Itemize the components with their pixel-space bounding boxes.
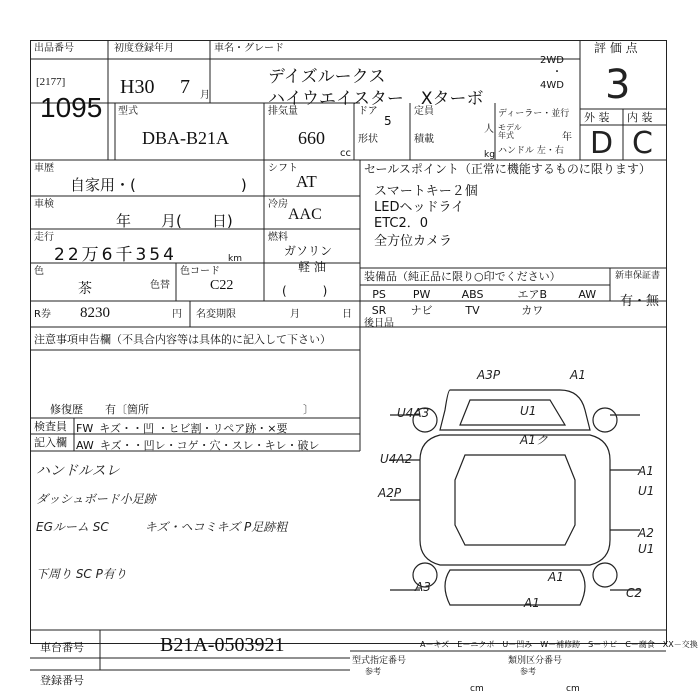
equipment-leather: カワ (521, 304, 544, 317)
damage-mark: A2P (378, 486, 402, 500)
inspector-row1-item: ・ヒビ割 (157, 422, 202, 435)
inspector-row2-item: ・キレ (253, 439, 287, 452)
equipment-label: 装備品（純正品に限り○印でください） (364, 270, 561, 283)
inspector-row2-item: ・穴 (198, 439, 221, 452)
interior-label: 内 装 (627, 111, 653, 124)
equipment-airbag: エアB (517, 288, 548, 301)
lot-number-label: 出品番号 (34, 43, 74, 54)
handwritten-note-1: ハンドルスレ (36, 463, 120, 479)
handwritten-note-4: 下周り SC P有り (36, 567, 127, 581)
ac-value: AAC (288, 206, 322, 223)
lot-number: 1095 (40, 92, 103, 123)
damage-mark: C2 (626, 586, 643, 600)
selling-point-3: ETC2．0 (374, 216, 429, 231)
damage-mark: U1 (520, 404, 537, 418)
damage-mark: A1ク (520, 433, 548, 447)
size-unit: cm (566, 684, 580, 694)
fuel-other: ( ) (282, 284, 328, 298)
name-change-label: 名変期限 (196, 309, 236, 320)
exterior-score: D (590, 126, 614, 161)
shift-label: シフト (268, 163, 298, 174)
name-change-month: 月 (290, 309, 300, 320)
drive-dot: ・ (552, 67, 562, 78)
equipment-sr: SR (371, 303, 387, 317)
chassis-label: 車台番号 (40, 641, 84, 654)
equipment-navi: ナビ (410, 304, 433, 317)
damage-mark: A1 (638, 464, 654, 478)
class-number-ref: 参考 (520, 667, 536, 676)
inspector-row2-item: キズ・ (99, 439, 133, 452)
first-reg-month-unit: 月 (200, 90, 210, 101)
damage-mark: A1 (570, 368, 586, 382)
handwritten-note-2: ダッシュボード小足跡 (36, 492, 156, 506)
exterior-label: 外 装 (584, 111, 610, 124)
color-change-label: 色替 (150, 280, 170, 291)
capacity-label: 定員 (414, 106, 434, 117)
selling-point-2: LEDヘッドライ (374, 200, 465, 215)
selling-point-1: スマートキー２個 (374, 184, 478, 199)
displacement-label: 排気量 (268, 106, 298, 117)
handwritten-note-3: EGルーム SC キズ・ヘコミキズ P足跡粗 (36, 520, 288, 534)
fuel-label: 燃料 (268, 232, 288, 243)
warranty-value: 有・無 (620, 294, 660, 309)
model-type-label: 型式 (118, 106, 138, 117)
inspector-label: 検査員 (34, 420, 67, 433)
recycle-label: R券 (34, 309, 51, 320)
repair-history: 修復歴 有〔箇所 〕 (50, 403, 314, 416)
model-grade-label: 車名・グレード (214, 43, 284, 54)
shift-value: AT (296, 172, 317, 191)
class-number-label: 類別区分番号 (508, 656, 563, 666)
lot-code: [2177] (36, 76, 66, 88)
model-year-label: モデル年式 (498, 123, 522, 140)
equipment-pw: PW (412, 287, 431, 301)
inspector-aw: AW (76, 439, 94, 452)
first-reg-month: 7 (180, 76, 190, 98)
color-code-label: 色コード (180, 266, 220, 277)
drive-4wd: 4WD (540, 80, 564, 91)
warranty-label: 新車保証書 (615, 271, 661, 281)
selling-points-label: セールスポイント（正常に機能するものに限ります） (364, 162, 651, 176)
model-type-value: DBA-B21A (142, 128, 230, 148)
color-label: 色 (34, 266, 44, 277)
displacement-unit: cc (340, 148, 351, 159)
recycle-value: 8230 (80, 305, 110, 321)
interior-score: C (632, 126, 653, 161)
damage-legend: A－キズ E－ニクボ U－凹み W－補修跡 S－サビ C－腐食 XX－交換 (420, 640, 698, 649)
inspector-row1-item: ・×要 (256, 422, 288, 435)
color-code-value: C22 (210, 278, 234, 293)
handle-label: ハンドル 左・右 (498, 146, 564, 156)
inspection-value: 年 月( 日) (116, 212, 233, 230)
rear-seat-label: 後日品 (364, 318, 394, 329)
inspector-row1-item: ・凹 (132, 422, 158, 435)
equipment-table (362, 286, 608, 318)
damage-mark: U4A2 (380, 452, 413, 466)
history-label: 車歴 (34, 163, 54, 174)
fuel-gasoline: ガソリン (284, 244, 333, 258)
inspector-row2-item: ・凹レ (132, 439, 166, 452)
load-unit: kg (484, 150, 495, 160)
inspector-row2-item: ・破レ (286, 439, 320, 452)
damage-mark: U1 (638, 542, 655, 556)
color-value: 茶 (78, 281, 92, 297)
first-reg-year: H30 (120, 76, 155, 98)
history-value: 自家用・( ) (70, 176, 247, 194)
inspector-row1-item: キズ・ (99, 422, 132, 435)
damage-mark: A1 (548, 570, 564, 584)
mileage-label: 走行 (34, 232, 54, 243)
inspector-row1-item: ・リペア跡 (201, 422, 257, 435)
damage-mark: A2 (638, 526, 654, 540)
chassis-number: B21A-0503921 (160, 634, 285, 656)
damage-mark: A3 (415, 580, 431, 594)
car-grade: ハイウエイスター Xターボ (268, 89, 484, 109)
name-change-day: 日 (342, 309, 352, 320)
notes-label: 注意事項申告欄（不具合内容等は具体的に記入して下さい） (34, 333, 331, 346)
size-unit: cm (470, 684, 484, 694)
mileage-unit: km (228, 254, 242, 264)
inspector-row2-item: ・スレ (220, 439, 254, 452)
dealer-label: ディーラー・並行 (498, 109, 570, 119)
model-year-unit: 年 (562, 132, 572, 143)
damage-mark: U4A3 (397, 406, 430, 420)
inspector-row-2 (76, 437, 319, 453)
evaluation-score: 3 (605, 62, 631, 108)
damage-mark: A1 (524, 596, 540, 610)
car-name: デイズルークス (268, 67, 386, 87)
type-designation-ref: 参考 (365, 667, 381, 676)
equipment-aw: AW (578, 287, 597, 301)
drive-2wd: 2WD (540, 55, 564, 66)
damage-mark: U1 (638, 484, 655, 498)
inspection-label: 車検 (34, 199, 54, 210)
recycle-unit: 円 (172, 309, 182, 320)
load-label: 積載 (414, 134, 434, 145)
equipment-abs: ABS (461, 287, 484, 301)
equipment-empty (567, 302, 608, 318)
damage-mark: A3P (477, 368, 501, 382)
first-registration-label: 初度登録年月 (114, 43, 174, 54)
shape-label: 形状 (358, 134, 378, 145)
displacement-value: 660 (298, 128, 325, 148)
mileage-value: 22万6千354 (54, 245, 177, 265)
equipment-ps: PS (372, 287, 386, 301)
inspector-entry-label: 記入欄 (34, 436, 67, 449)
inspector-fw: FW (76, 422, 94, 435)
doors-label: ドア (358, 106, 378, 117)
fuel-light-oil: 軽 油 (298, 260, 326, 274)
inspector-row-1 (76, 420, 288, 436)
capacity-unit: 人 (484, 124, 494, 135)
evaluation-label: 評 価 点 (594, 41, 638, 55)
equipment-tv: TV (465, 303, 480, 317)
inspector-row2-item: ・コゲ (165, 439, 199, 452)
registration-label: 登録番号 (40, 674, 84, 687)
doors-value: 5 (384, 114, 392, 128)
type-designation-label: 型式指定番号 (352, 656, 407, 666)
selling-point-4: 全方位カメラ (374, 234, 453, 249)
ac-label: 冷房 (268, 199, 288, 210)
